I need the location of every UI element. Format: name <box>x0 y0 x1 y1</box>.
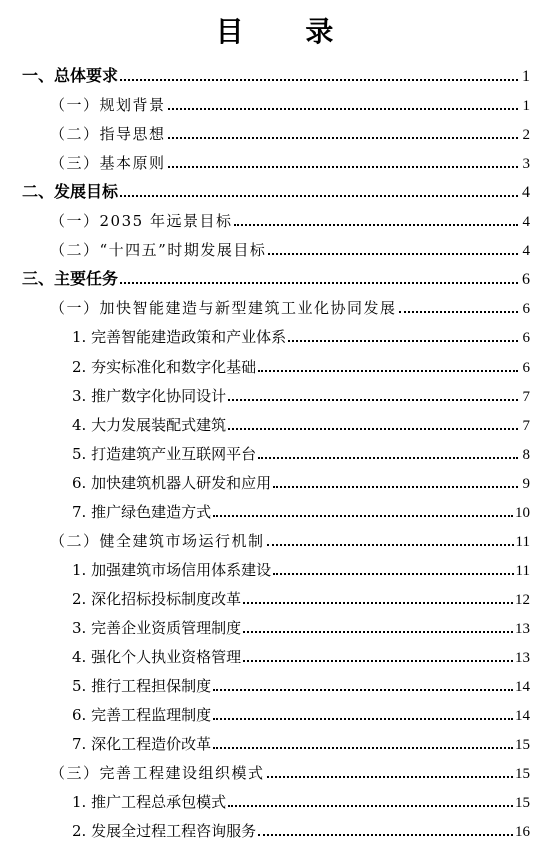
dot-leader <box>213 515 513 517</box>
toc-entry-page-number: 15 <box>515 766 530 783</box>
dot-leader <box>273 486 518 488</box>
toc-entry-label: 3. 完善企业资质管理制度 <box>72 618 242 637</box>
toc-entry[interactable] <box>72 411 530 435</box>
toc-entry[interactable] <box>72 817 530 841</box>
toc-entry-page-number: 7 <box>522 417 530 434</box>
toc-entry-label: 1. 推广工程总承包模式 <box>72 793 227 812</box>
dot-leader <box>234 224 518 226</box>
page-title: 目 录 <box>215 15 360 48</box>
dot-leader <box>228 805 513 807</box>
toc-entry[interactable] <box>50 759 530 783</box>
toc-entry-page-number: 7 <box>522 388 530 405</box>
toc-entry-page-number: 2 <box>522 127 530 144</box>
toc-entry-page-number: 4 <box>522 243 530 260</box>
toc-entry-label: （三）基本原则 <box>50 154 166 173</box>
toc-entry[interactable] <box>50 527 530 551</box>
toc-entry[interactable] <box>50 207 530 231</box>
toc-entry[interactable] <box>72 585 530 609</box>
dot-leader <box>213 718 513 720</box>
toc-entry[interactable] <box>72 701 530 725</box>
dot-leader <box>258 370 518 372</box>
dot-leader <box>213 689 513 691</box>
toc-entry-page-number: 15 <box>515 795 530 812</box>
toc-entry-label: （一）加快智能建造与新型建筑工业化协同发展 <box>50 299 397 318</box>
toc-entry[interactable] <box>50 120 530 144</box>
toc-entry[interactable] <box>72 643 530 667</box>
toc-entry[interactable] <box>72 440 530 464</box>
dot-leader <box>228 399 518 401</box>
toc-entry-label: 2. 夯实标准化和数字化基础 <box>72 357 257 376</box>
toc-entry-page-number: 3 <box>522 156 530 173</box>
toc-entry-label: 7. 深化工程造价改革 <box>72 735 212 754</box>
toc-entry[interactable] <box>72 672 530 696</box>
toc-entry-page-number: 9 <box>522 475 530 492</box>
dot-leader <box>258 457 518 459</box>
dot-leader <box>288 340 518 342</box>
toc-entry[interactable] <box>22 265 530 289</box>
dot-leader <box>168 137 518 139</box>
toc-entry-label: （一）2035 年远景目标 <box>50 212 233 231</box>
toc-entry-page-number: 16 <box>515 824 530 841</box>
toc-entry-label: 4. 强化个人执业资格管理 <box>72 648 242 666</box>
dot-leader <box>243 660 513 662</box>
toc-entry-page-number: 15 <box>515 737 530 754</box>
toc-entry-label: 5. 打造建筑产业互联网平台 <box>72 444 257 463</box>
dot-leader <box>120 79 518 81</box>
dot-leader <box>399 311 518 313</box>
toc-entry[interactable] <box>50 149 530 173</box>
toc-entry-label: 2. 深化招标投标制度改革 <box>72 589 242 608</box>
dot-leader <box>213 747 513 749</box>
toc-entry-page-number: 14 <box>515 679 530 696</box>
dot-leader <box>258 834 513 836</box>
toc-entry-page-number: 8 <box>522 446 530 463</box>
dot-leader <box>243 631 513 633</box>
dot-leader <box>268 253 518 255</box>
toc-entry[interactable] <box>50 294 530 318</box>
toc-entry[interactable] <box>72 614 530 638</box>
toc-entry[interactable] <box>50 236 530 260</box>
toc-entry[interactable] <box>22 178 530 202</box>
toc-entry-label: 7. 推广绿色建造方式 <box>72 502 212 521</box>
toc-entry-page-number: 6 <box>522 330 530 347</box>
dot-leader <box>228 428 518 430</box>
toc-entry[interactable] <box>50 91 530 115</box>
toc-entry-page-number: 6 <box>522 301 530 318</box>
toc-entry-label: （三）完善工程建设组织模式 <box>50 764 265 783</box>
toc-entry-label: （二）“十四五”时期发展目标 <box>50 241 267 260</box>
toc-entry-label: 1. 完善智能建造政策和产业体系 <box>72 328 287 347</box>
dot-leader <box>168 166 518 168</box>
toc-entry-label: 6. 完善工程监理制度 <box>72 706 212 725</box>
toc-entry-label: 三、主要任务 <box>22 269 119 289</box>
toc-entry[interactable] <box>72 469 530 493</box>
toc-entry[interactable] <box>72 382 530 406</box>
toc-entry-label: 2. 发展全过程工程咨询服务 <box>72 822 257 841</box>
toc-entry-page-number: 6 <box>522 271 530 289</box>
toc-entry-page-number: 13 <box>515 620 530 637</box>
toc-entry-label: （一）规划背景 <box>50 96 166 115</box>
toc-entry[interactable] <box>72 353 530 377</box>
dot-leader <box>120 282 518 284</box>
toc-entry-label: 1. 加强建筑市场信用体系建设 <box>72 560 272 579</box>
dot-leader <box>273 573 513 575</box>
toc-entry-label: 一、总体要求 <box>22 66 119 85</box>
toc-entry-label: （二）健全建筑市场运行机制 <box>50 531 265 550</box>
toc-entry-page-number: 1 <box>522 98 530 115</box>
toc-entry[interactable] <box>22 62 530 86</box>
toc-entry-page-number: 11 <box>515 562 530 579</box>
dot-leader <box>120 195 518 197</box>
toc-entry-page-number: 4 <box>522 214 530 231</box>
toc-entry-page-number: 10 <box>515 504 530 521</box>
toc-entry-page-number: 12 <box>515 591 530 608</box>
toc-entry-page-number: 14 <box>515 708 530 725</box>
toc-entry-label: 6. 加快建筑机器人研发和应用 <box>72 473 272 492</box>
dot-leader <box>267 544 514 546</box>
toc-entry[interactable] <box>72 498 530 522</box>
toc-entry-label: 4. 大力发展装配式建筑 <box>72 415 227 434</box>
toc-entry-label: 3. 推广数字化协同设计 <box>72 386 227 405</box>
dot-leader <box>243 602 513 604</box>
toc-entry[interactable] <box>72 323 530 347</box>
toc-entry-page-number: 13 <box>515 650 530 666</box>
toc-entry-label: 二、发展目标 <box>22 182 119 202</box>
toc-entry-page-number: 11 <box>515 533 530 550</box>
toc-entry-page-number: 4 <box>522 184 530 202</box>
toc-entry-page-number: 1 <box>522 68 530 85</box>
toc-entry[interactable] <box>72 556 530 580</box>
dot-leader <box>267 776 513 778</box>
toc-entry-label: 5. 推行工程担保制度 <box>72 677 212 696</box>
toc-entry[interactable] <box>72 788 530 812</box>
toc-entry[interactable] <box>72 730 530 754</box>
toc-entry-page-number: 6 <box>522 359 530 376</box>
dot-leader <box>168 108 518 110</box>
toc-entry-label: （二）指导思想 <box>50 125 166 144</box>
